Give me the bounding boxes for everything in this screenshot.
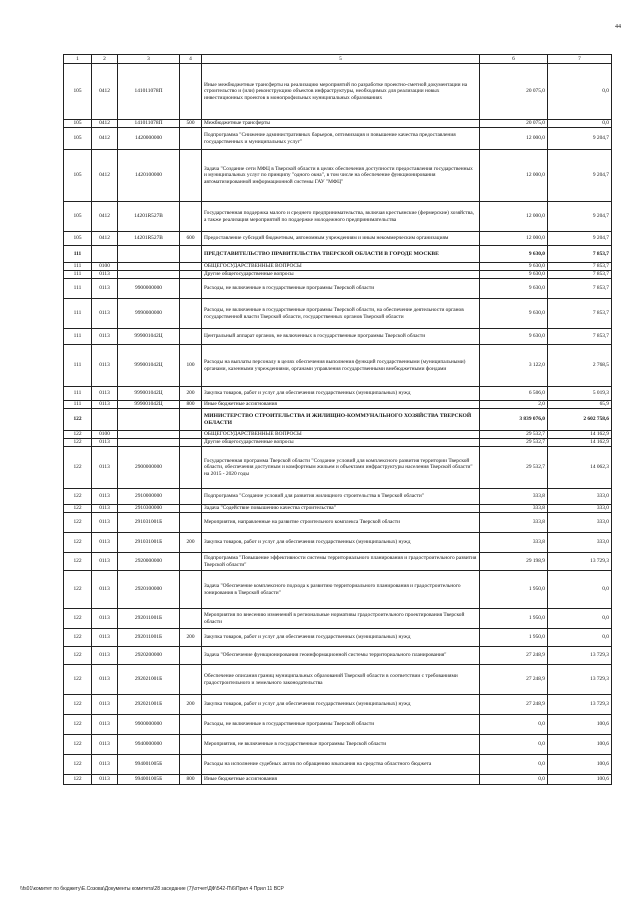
code-section-cell: 0412 [92,64,118,120]
code-expense-type-cell: 600 [180,232,202,246]
code-target-cell: 292011001Б [118,609,180,629]
code-target-cell [118,263,180,271]
code-admin-cell: 122 [64,695,92,715]
code-section-cell: 0113 [92,571,118,609]
code-target-cell [118,431,180,439]
budget-table [63,54,612,785]
code-target-cell: 2920200000 [118,647,180,665]
code-admin-cell: 111 [64,263,92,271]
code-admin-cell: 122 [64,775,92,785]
code-expense-type-cell: 200 [180,695,202,715]
code-section-cell: 0412 [92,128,118,150]
code-section-cell: 0113 [92,533,118,553]
table-row [64,120,612,128]
planned-amount-cell: 27 248,9 [480,695,548,715]
code-section-cell: 0113 [92,329,118,345]
table-row [64,513,612,533]
table-row [64,735,612,755]
actual-amount-cell: 9 204,7 [548,202,612,232]
code-admin-cell: 122 [64,735,92,755]
code-expense-type-cell [180,439,202,447]
code-expense-type-cell [180,329,202,345]
table-row [64,263,612,271]
budget-table-body [64,55,612,785]
planned-amount-cell: 9 630,0 [480,279,548,299]
planned-amount-cell: 20 075,0 [480,120,548,128]
row-name-cell: ОБЩЕГОСУДАРСТВЕННЫЕ ВОПРОСЫ [202,263,480,271]
row-name-cell: Обеспечение описания границ муниципальных образований Тверской области в соответствии с требованиями градостроительного и земельного законодательства [202,665,480,695]
planned-amount-cell: 3 839 076,0 [480,409,548,431]
row-name-cell: Иные бюджетные ассигнования [202,775,480,785]
row-name-cell: Расходы на выплаты персоналу в целях обеспечения выполнения функций государственными (муниципальными) органами, казенными учреждениями, органами управления государственными внебюджетными фондами [202,345,480,387]
code-admin-cell: 122 [64,715,92,735]
row-name-cell: Задача "Обеспечение комплексного подхода к развитию территориального планирования и градостроительного зонирования в Тверской области" [202,571,480,609]
row-name-cell: Подпрограмма "Повышение эффективности системы территориального планирования и градостроительного развития Тверской области" [202,553,480,571]
code-admin-cell: 122 [64,609,92,629]
planned-amount-cell: 29 532,7 [480,439,548,447]
planned-amount-cell: 9 630,0 [480,263,548,271]
actual-amount-cell: 0,0 [548,64,612,120]
code-admin-cell: 122 [64,647,92,665]
row-name-cell: Иные межбюджетные трансферты на реализацию мероприятий по разработке проектно-сметной документации на строительство и (или) реконструкцию объектов инфраструктуры, необходимых для реализации новых инвестиционных проектов в монопрофильных муниципальных образованиях [202,64,480,120]
actual-amount-cell: 9 204,7 [548,128,612,150]
code-section-cell: 0113 [92,401,118,409]
table-row [64,64,612,120]
planned-amount-cell: 29 198,9 [480,553,548,571]
planned-amount-cell: 3 122,0 [480,345,548,387]
code-section-cell: 0113 [92,447,118,489]
row-name-cell: Закупка товаров, работ и услуг для обеспечения государственных (муниципальных) нужд [202,387,480,401]
code-admin-cell: 105 [64,232,92,246]
code-expense-type-cell [180,571,202,609]
planned-amount-cell: 1 950,0 [480,609,548,629]
actual-amount-cell: 14 162,9 [548,431,612,439]
code-expense-type-cell [180,665,202,695]
row-name-cell: Расходы, не включенные в государственные программы Тверской области [202,279,480,299]
row-name-cell: Расходы, не включенные в государственные программы Тверской области [202,715,480,735]
code-expense-type-cell [180,447,202,489]
actual-amount-cell: 100,6 [548,715,612,735]
actual-amount-cell: 2 768,5 [548,345,612,387]
actual-amount-cell: 13 729,3 [548,695,612,715]
table-row [64,387,612,401]
code-target-cell: 291031001Б [118,533,180,553]
code-admin-cell: 111 [64,387,92,401]
actual-amount-cell: 100,6 [548,755,612,775]
code-admin-cell: 105 [64,128,92,150]
actual-amount-cell: 13 729,3 [548,665,612,695]
code-admin-cell: 105 [64,150,92,202]
table-header-row [64,55,612,64]
planned-amount-cell: 1 950,0 [480,629,548,647]
code-expense-type-cell [180,150,202,202]
code-section-cell: 0412 [92,150,118,202]
row-name-cell: ПРЕДСТАВИТЕЛЬСТВО ПРАВИТЕЛЬСТВА ТВЕРСКОЙ ОБЛАСТИ В ГОРОДЕ МОСКВЕ [202,246,480,263]
row-name-cell: Задача "Содействие повышению качества строительства" [202,505,480,513]
code-section-cell: 0113 [92,735,118,755]
code-admin-cell: 111 [64,345,92,387]
actual-amount-cell: 5 019,3 [548,387,612,401]
row-name-cell: Государственная программа Тверской области "Создание условий для комплексного развития территории Тверской области, обеспечения доступным и комфортным жильем и объектами инфраструктуры населения Тверской области" на 2015 - 2020 годы [202,447,480,489]
code-target-cell: 141011078П [118,120,180,128]
file-path-footer: \\fs01\комитет по бюджету\Е.Созова\Документы комитета\28 заседание (7)\отчет\ДФ\542-П\6\Прил 4 Прил 11 ВСР [20,886,284,892]
code-admin-cell: 111 [64,279,92,299]
code-section-cell: 0113 [92,715,118,735]
code-section-cell: 0113 [92,489,118,505]
actual-amount-cell: 7 853,7 [548,246,612,263]
row-name-cell: Центральный аппарат органов, не включенных в государственные программы Тверской области [202,329,480,345]
code-expense-type-cell [180,202,202,232]
code-target-cell: 999001042Ц [118,387,180,401]
code-expense-type-cell [180,431,202,439]
code-section-cell [92,246,118,263]
header-cell: 4 [180,55,202,64]
table-row [64,571,612,609]
code-section-cell [92,409,118,431]
code-admin-cell: 111 [64,299,92,329]
code-section-cell: 0100 [92,431,118,439]
code-target-cell: 2920000000 [118,553,180,571]
table-row [64,409,612,431]
code-admin-cell: 122 [64,489,92,505]
row-name-cell: Межбюджетные трансферты [202,120,480,128]
code-admin-cell: 122 [64,431,92,439]
table-row [64,329,612,345]
code-expense-type-cell [180,755,202,775]
code-admin-cell: 122 [64,553,92,571]
table-row [64,431,612,439]
header-cell: 2 [92,55,118,64]
actual-amount-cell: 100,6 [548,775,612,785]
row-name-cell: Закупка товаров, работ и услуг для обеспечения государственных (муниципальных) нужд [202,533,480,553]
row-name-cell: Задача "Создание сети МФЦ в Тверской области в целях обеспечения доступности предоставления государственных и муниципальных услуг по принципу "одного окна", в том числе на обеспечение функционирования автоматизированной информационной системы ГАУ "МФЦ" [202,150,480,202]
code-target-cell: 9940000000 [118,735,180,755]
table-row [64,439,612,447]
table-row [64,629,612,647]
planned-amount-cell: 27 248,9 [480,647,548,665]
code-target-cell: 2900000000 [118,447,180,489]
code-expense-type-cell [180,513,202,533]
code-expense-type-cell: 200 [180,533,202,553]
table-row [64,715,612,735]
planned-amount-cell: 0,0 [480,775,548,785]
table-row [64,345,612,387]
actual-amount-cell: 0,0 [548,571,612,609]
code-section-cell: 0113 [92,279,118,299]
actual-amount-cell: 0,0 [548,629,612,647]
code-admin-cell: 122 [64,533,92,553]
code-section-cell: 0412 [92,232,118,246]
planned-amount-cell: 29 532,7 [480,447,548,489]
code-admin-cell: 105 [64,64,92,120]
planned-amount-cell: 0,0 [480,715,548,735]
code-section-cell: 0113 [92,345,118,387]
code-section-cell: 0113 [92,609,118,629]
table-row [64,279,612,299]
planned-amount-cell: 9 630,0 [480,246,548,263]
row-name-cell: ОБЩЕГОСУДАРСТВЕННЫЕ ВОПРОСЫ [202,431,480,439]
table-row [64,401,612,409]
code-target-cell: 14201R527В [118,232,180,246]
actual-amount-cell: 9 204,7 [548,150,612,202]
code-expense-type-cell [180,553,202,571]
code-admin-cell: 111 [64,401,92,409]
code-expense-type-cell [180,279,202,299]
row-name-cell: Закупка товаров, работ и услуг для обеспечения государственных (муниципальных) нужд [202,629,480,647]
code-target-cell: 994001005Б [118,755,180,775]
planned-amount-cell: 9 630,0 [480,271,548,279]
code-expense-type-cell [180,299,202,329]
table-row [64,775,612,785]
code-target-cell: 9990000000 [118,299,180,329]
code-expense-type-cell: 200 [180,629,202,647]
code-admin-cell: 122 [64,755,92,775]
table-row [64,128,612,150]
code-expense-type-cell [180,647,202,665]
table-row [64,246,612,263]
row-name-cell: Мероприятия, не включенные в государственные программы Тверской области [202,735,480,755]
actual-amount-cell: 333,0 [548,513,612,533]
actual-amount-cell: 13 729,3 [548,553,612,571]
row-name-cell: Закупка товаров, работ и услуг для обеспечения государственных (муниципальных) нужд [202,695,480,715]
actual-amount-cell: 7 853,7 [548,329,612,345]
code-expense-type-cell [180,489,202,505]
code-admin-cell: 122 [64,665,92,695]
code-section-cell: 0113 [92,775,118,785]
row-name-cell: Государственная поддержка малого и среднего предпринимательства, включая крестьянские (фермерские) хозяйства, а также реализация мероприятий по поддержке молодежного предпринимательства [202,202,480,232]
table-row [64,202,612,232]
table-row [64,489,612,505]
planned-amount-cell: 333,8 [480,505,548,513]
actual-amount-cell: 0,0 [548,609,612,629]
actual-amount-cell: 333,0 [548,533,612,553]
code-expense-type-cell: 800 [180,775,202,785]
code-admin-cell: 122 [64,571,92,609]
table-row [64,695,612,715]
code-section-cell: 0113 [92,299,118,329]
code-section-cell: 0412 [92,202,118,232]
actual-amount-cell: 7 853,7 [548,263,612,271]
code-section-cell: 0113 [92,505,118,513]
code-section-cell: 0113 [92,271,118,279]
table-row [64,665,612,695]
planned-amount-cell: 333,8 [480,533,548,553]
code-target-cell: 2910000000 [118,489,180,505]
row-name-cell: Другие общегосударственные вопросы [202,271,480,279]
code-expense-type-cell [180,715,202,735]
row-name-cell: Мероприятия, направленные на развитие строительного комплекса Тверской области [202,513,480,533]
table-row [64,299,612,329]
actual-amount-cell: 100,6 [548,735,612,755]
row-name-cell: Подпрограмма "Снижение административных барьеров, оптимизация и повышение качества предоставления государственных и муниципальных услуг" [202,128,480,150]
row-name-cell: Расходы, не включенные в государственные программы Тверской области, на обеспечение деятельности органов государственной власти Тверской области, государственных органов Тверской области [202,299,480,329]
planned-amount-cell: 9 630,0 [480,299,548,329]
row-name-cell: Предоставление субсидий бюджетным, автономным учреждениям и иным некоммерческим организациям [202,232,480,246]
planned-amount-cell: 29 532,7 [480,431,548,439]
code-target-cell: 292021001Б [118,665,180,695]
planned-amount-cell: 27 248,9 [480,665,548,695]
code-expense-type-cell: 200 [180,387,202,401]
code-target-cell: 14201R527В [118,202,180,232]
code-expense-type-cell: 500 [180,120,202,128]
planned-amount-cell: 12 000,0 [480,202,548,232]
code-target-cell: 999001042Ц [118,345,180,387]
table-row [64,553,612,571]
code-section-cell: 0113 [92,755,118,775]
planned-amount-cell: 9 630,0 [480,329,548,345]
planned-amount-cell: 0,0 [480,735,548,755]
header-cell: 6 [480,55,548,64]
actual-amount-cell: 7 853,7 [548,299,612,329]
actual-amount-cell: 14 062,3 [548,447,612,489]
code-target-cell: 999001042Ц [118,329,180,345]
code-admin-cell: 105 [64,202,92,232]
code-admin-cell: 122 [64,409,92,431]
code-section-cell: 0113 [92,629,118,647]
table-row [64,755,612,775]
actual-amount-cell: 13 729,3 [548,647,612,665]
code-target-cell: 9900000000 [118,715,180,735]
code-section-cell: 0113 [92,665,118,695]
code-expense-type-cell [180,609,202,629]
code-expense-type-cell [180,64,202,120]
actual-amount-cell: 65,9 [548,401,612,409]
code-target-cell [118,409,180,431]
header-cell: 1 [64,55,92,64]
code-section-cell: 0113 [92,695,118,715]
code-target-cell [118,439,180,447]
row-name-cell: Другие общегосударственные вопросы [202,439,480,447]
actual-amount-cell: 14 162,9 [548,439,612,447]
code-section-cell: 0113 [92,647,118,665]
code-admin-cell: 105 [64,120,92,128]
planned-amount-cell: 6 506,0 [480,387,548,401]
row-name-cell: Мероприятия по внесению изменений в региональные нормативы градостроительного проектирования Тверской области [202,609,480,629]
code-target-cell: 1420000000 [118,128,180,150]
actual-amount-cell: 0,0 [548,120,612,128]
code-admin-cell: 111 [64,329,92,345]
code-expense-type-cell: 100 [180,345,202,387]
header-cell: 3 [118,55,180,64]
code-section-cell: 0412 [92,120,118,128]
code-admin-cell: 122 [64,447,92,489]
row-name-cell: Расходы на исполнение судебных актов по обращению взыскания на средства областного бюджета [202,755,480,775]
table-row [64,447,612,489]
code-admin-cell: 122 [64,439,92,447]
code-target-cell: 292021001Б [118,695,180,715]
row-name-cell: Иные бюджетные ассигнования [202,401,480,409]
row-name-cell: МИНИСТЕРСТВО СТРОИТЕЛЬСТВА И ЖИЛИЩНО-КОММУНАЛЬНОГО ХОЗЯЙСТВА ТВЕРСКОЙ ОБЛАСТИ [202,409,480,431]
code-expense-type-cell [180,128,202,150]
header-cell: 7 [548,55,612,64]
code-admin-cell: 122 [64,513,92,533]
code-target-cell: 141011078П [118,64,180,120]
planned-amount-cell: 333,8 [480,513,548,533]
code-target-cell: 1420100000 [118,150,180,202]
code-expense-type-cell [180,409,202,431]
actual-amount-cell: 7 853,7 [548,279,612,299]
actual-amount-cell: 9 204,7 [548,232,612,246]
table-row [64,505,612,513]
planned-amount-cell: 1 950,0 [480,571,548,609]
table-row [64,533,612,553]
code-target-cell [118,271,180,279]
code-expense-type-cell: 800 [180,401,202,409]
code-section-cell: 0113 [92,553,118,571]
code-expense-type-cell [180,263,202,271]
actual-amount-cell: 333,0 [548,489,612,505]
code-expense-type-cell [180,271,202,279]
code-expense-type-cell [180,246,202,263]
row-name-cell: Задача "Обеспечение функционирования геоинформационной системы территориального планирования" [202,647,480,665]
code-section-cell: 0113 [92,513,118,533]
table-row [64,647,612,665]
actual-amount-cell: 2 602 758,6 [548,409,612,431]
table-row [64,609,612,629]
code-expense-type-cell [180,735,202,755]
page-number: 44 [615,24,621,30]
actual-amount-cell: 333,0 [548,505,612,513]
table-row [64,232,612,246]
row-name-cell: Подпрограмма "Создание условий для развития жилищного строительства в Тверской области" [202,489,480,505]
planned-amount-cell: 12 000,0 [480,150,548,202]
planned-amount-cell: 12 000,0 [480,232,548,246]
code-admin-cell: 111 [64,246,92,263]
planned-amount-cell: 20 075,0 [480,64,548,120]
planned-amount-cell: 12 000,0 [480,128,548,150]
header-cell: 5 [202,55,480,64]
planned-amount-cell: 2,0 [480,401,548,409]
code-target-cell [118,246,180,263]
code-target-cell: 999001042Ц [118,401,180,409]
table-row [64,150,612,202]
code-section-cell: 0113 [92,387,118,401]
code-target-cell: 2910300000 [118,505,180,513]
planned-amount-cell: 333,8 [480,489,548,505]
code-section-cell: 0100 [92,263,118,271]
code-target-cell: 9900000000 [118,279,180,299]
planned-amount-cell: 0,0 [480,755,548,775]
code-target-cell: 291031001Б [118,513,180,533]
code-target-cell: 994001005Б [118,775,180,785]
code-target-cell: 2920100000 [118,571,180,609]
table-row [64,271,612,279]
code-target-cell: 292011001Б [118,629,180,647]
code-admin-cell: 122 [64,505,92,513]
code-admin-cell: 111 [64,271,92,279]
code-expense-type-cell [180,505,202,513]
code-admin-cell: 122 [64,629,92,647]
actual-amount-cell: 7 853,7 [548,271,612,279]
code-section-cell: 0113 [92,439,118,447]
